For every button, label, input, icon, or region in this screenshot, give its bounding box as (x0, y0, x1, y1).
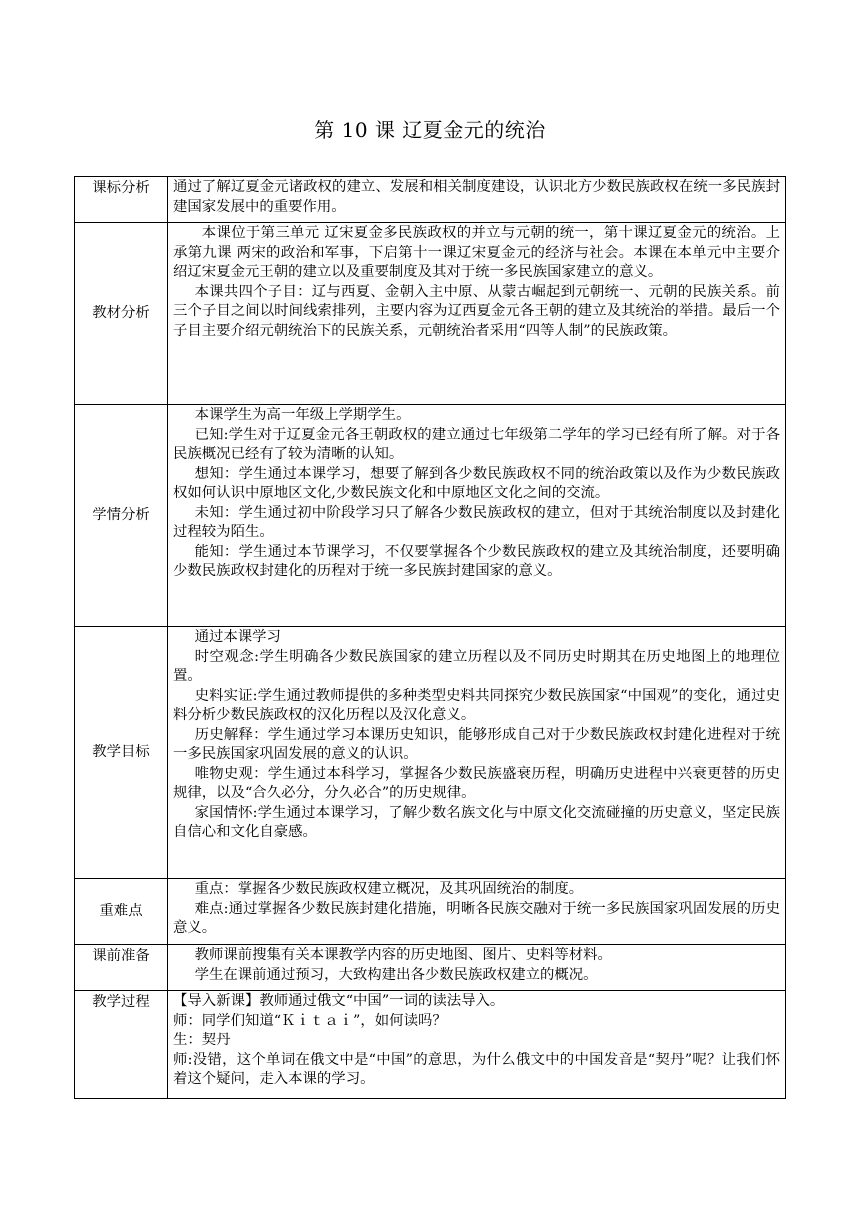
row-content-preparation (168, 945, 786, 991)
table-row (75, 627, 786, 879)
paragraph: 本课学生为高一年级上学期学生。 (194, 407, 411, 423)
row-content-textbook (168, 223, 786, 405)
row-content-objectives (168, 627, 786, 879)
paragraph: 能知：学生通过本节课学习，不仅要掌握各个少数民族政权的建立及其统治制度，还要明确少数民族政权封建化的历程对于统一多民族封建国家的意义。 (173, 543, 780, 579)
row-content-key-points (168, 879, 786, 945)
paragraph: 重点：掌握各少数民族政权建立概况，及其巩固统治的制度。 (194, 881, 584, 897)
row-label-preparation: 课前准备 (75, 945, 168, 991)
paragraph: 本课共四个子目：辽与西夏、金朝入主中原、从蒙古崛起到元朝统一、元朝的民族关系。前三个子目之间以时间线索排列，主要内容为辽西夏金元各王朝的建立及其统治的举措。最后一个子目主要介绍元朝统治下的民族关系，元朝统治者采用“四等人制”的民族政策。 (173, 283, 780, 339)
table-row (75, 991, 786, 1099)
paragraph: 家国情怀:学生通过本课学习，了解少数名族文化与中原文化交流碰撞的历史意义，坚定民族自信心和文化自豪感。 (173, 804, 780, 840)
paragraph: 学生在课前通过预习，大致构建出各少数民族政权建立的概况。 (194, 966, 598, 983)
paragraph: 唯物史观：学生通过本科学习，掌握各少数民族盛衰历程，明确历史进程中兴衰更替的历史规律，以及“合久必分，分久必合”的历史规律。 (173, 765, 780, 801)
paragraph: 【导入新课】教师通过俄文“中国”一词的读法导入。 (173, 993, 505, 1009)
row-label-students: 学情分析 (75, 405, 168, 627)
row-label-key-points: 重难点 (75, 879, 168, 945)
lesson-title: 第 10 课 辽夏金元的统治 (314, 118, 546, 142)
row-label-process: 教学过程 (75, 991, 168, 1099)
paragraph: 历史解释：学生通过学习本课历史知识，能够形成自己对于少数民族政权封建化进程对于统一多民族国家巩固发展的意义的认识。 (173, 726, 780, 762)
paragraph: 史料实证:学生通过教师提供的多种类型史料共同探究少数民族国家“中国观”的变化，通过史料分析少数民族政权的汉化历程以及汉化意义。 (173, 687, 780, 723)
paragraph: 通过了解辽夏金元诸政权的建立、发展和相关制度建设，认识北方少数民族政权在统一多民族封建国家发展中的重要作用。 (173, 179, 780, 215)
paragraph: 教师课前搜集有关本课教学内容的历史地图、图片、史料等材料。 (194, 947, 612, 963)
paragraph: 师：同学们知道“Ｋｉｔａｉ”，如何读吗？ (173, 1012, 447, 1029)
paragraph: 生：契丹 (173, 1032, 231, 1048)
paragraph: 通过本课学习 (194, 629, 281, 645)
row-label-textbook: 教材分析 (75, 223, 168, 405)
row-content-curriculum (168, 177, 786, 223)
paragraph: 师:没错，这个单词在俄文中是“中国”的意思，为什么俄文中的中国发音是“契丹”呢？让我们怀着这个疑问，走入本课的学习。 (173, 1051, 780, 1087)
paragraph: 已知:学生对于辽夏金元各王朝政权的建立通过七年级第二学年的学习已经有所了解。对于各民族概况已经有了较为清晰的认知。 (173, 426, 780, 462)
paragraph: 难点:通过掌握各少数民族封建化措施，明晰各民族交融对于统一多民族国家巩固发展的历史意义。 (173, 900, 780, 936)
table-row (75, 945, 786, 991)
paragraph: 本课位于第三单元 辽宋夏金多民族政权的并立与元朝的统一，第十课辽夏金元的统治。上承第九课 两宋的政治和军事，下启第十一课辽宋夏金元的经济与社会。本课在本单元中主要介绍辽宋夏金元王朝的建立以及重要制度及其对于统一多民族国家建立的意义。 (173, 225, 780, 280)
row-label-objectives: 教学目标 (75, 627, 168, 879)
table-row (75, 879, 786, 945)
row-content-process (168, 991, 786, 1099)
table-row (75, 223, 786, 405)
row-content-students (168, 405, 786, 627)
row-label-curriculum: 课标分析 (75, 177, 168, 223)
lesson-plan-table (74, 176, 786, 1099)
paragraph: 想知：学生通过本课学习，想要了解到各少数民族政权不同的统治政策以及作为少数民族政权如何认识中原地区文化,少数民族文化和中原地区文化之间的交流。 (173, 465, 780, 501)
paragraph: 时空观念:学生明确各少数民族国家的建立历程以及不同历史时期其在历史地图上的地理位置。 (173, 648, 780, 684)
table-row (75, 177, 786, 223)
table-row (75, 405, 786, 627)
paragraph: 未知：学生通过初中阶段学习只了解各少数民族政权的建立，但对于其统治制度以及封建化过程较为陌生。 (173, 504, 780, 540)
